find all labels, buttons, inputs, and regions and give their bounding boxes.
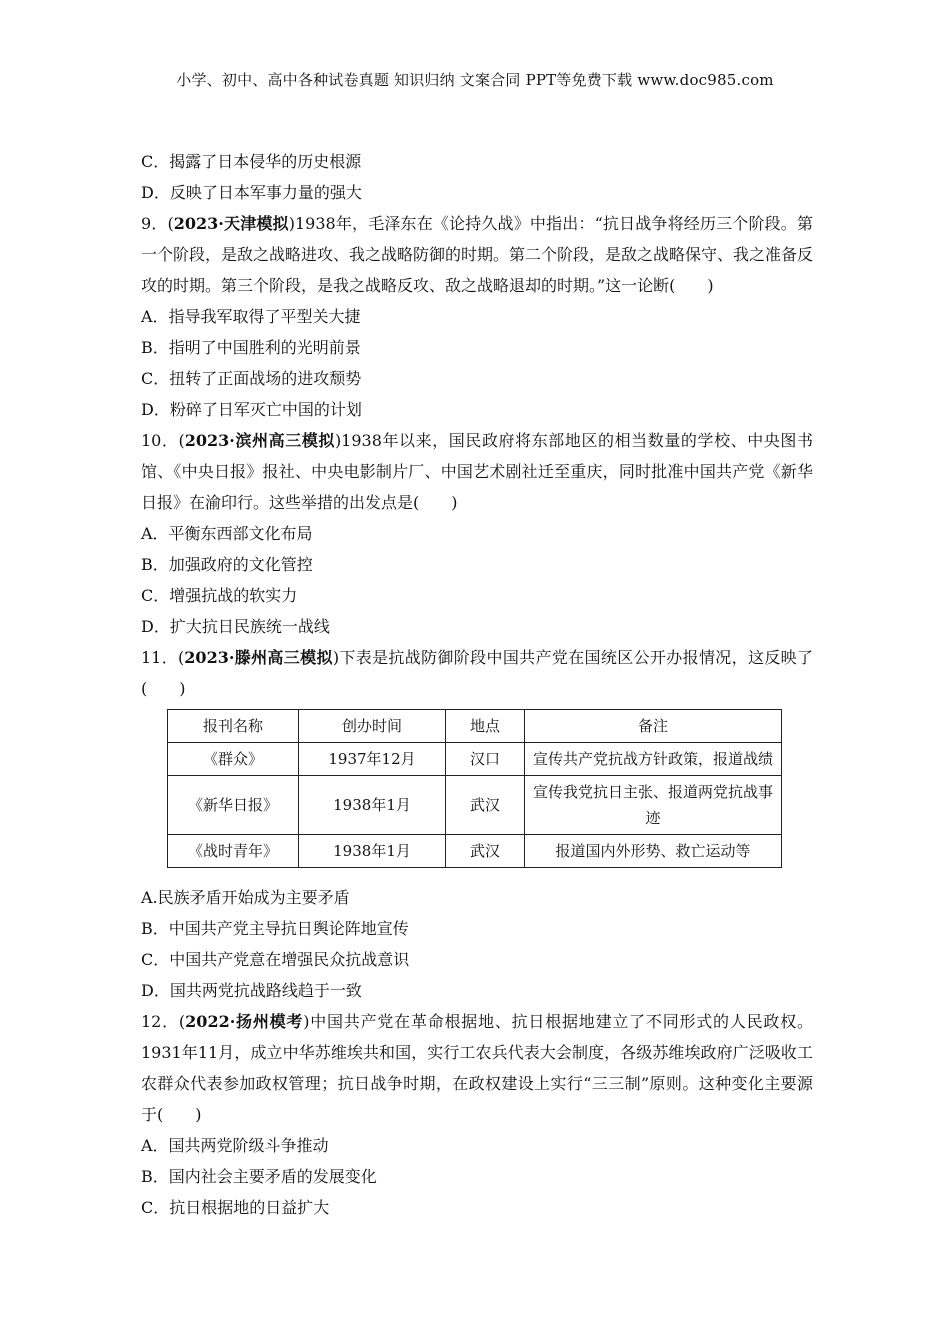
q12-option-b: B．国内社会主要矛盾的发展变化: [141, 1167, 377, 1186]
table-row: [168, 835, 782, 868]
q8-option-c: C．揭露了日本侵华的历史根源: [141, 152, 362, 171]
table-cell: 1938年1月: [299, 776, 446, 835]
table-cell: 汉口: [446, 743, 525, 776]
q10-number: 10．(: [141, 431, 185, 450]
q10-source: 2023·滨州高三模拟: [184, 431, 335, 450]
table-row: [168, 743, 782, 776]
q9-option-a: A．指导我军取得了平型关大捷: [141, 307, 361, 326]
table-cell: 《战时青年》: [168, 835, 299, 868]
q12-source: 2022·扬州模考: [185, 1012, 304, 1031]
q11-option-c: C．中国共产党意在增强民众抗战意识: [141, 950, 410, 969]
table-cell: 武汉: [446, 835, 525, 868]
page-header: 小学、初中、高中各种试卷真题 知识归纳 文案合同 PPT等免费下载 www.doc985.com: [176, 71, 774, 89]
exam-content: [141, 146, 813, 1223]
q11-option-b: B．中国共产党主导抗日舆论阵地宣传: [141, 919, 409, 938]
q11-number: 11．(: [141, 648, 185, 667]
table-cell: 宣传我党抗日主张、报道两党抗战事迹: [525, 776, 782, 835]
table-cell: 《群众》: [168, 743, 299, 776]
table-header-cell: 地点: [446, 710, 525, 743]
table-cell: 1938年1月: [299, 835, 446, 868]
q12-option-a: A．国共两党阶级斗争推动: [141, 1136, 329, 1155]
question-9: [141, 208, 813, 301]
q10-option-b: B．加强政府的文化管控: [141, 555, 313, 574]
table-header-row: [168, 710, 782, 743]
q9-option-b: B．指明了中国胜利的光明前景: [141, 338, 361, 357]
q11-option-a: A.民族矛盾开始成为主要矛盾: [141, 888, 350, 907]
table-header-cell: 创办时间: [299, 710, 446, 743]
table-cell: 报道国内外形势、救亡运动等: [525, 835, 782, 868]
question-10: [141, 425, 813, 518]
q11-stem: )下表是抗战防御阶段中国共产党在国统区公开办报情况，这反映了( ): [141, 648, 814, 698]
q10-stem: )1938年以来，国民政府将东部地区的相当数量的学校、中央图书馆、《中央日报》报社、中央电影制片厂、中国艺术剧社迁至重庆，同时批准中国共产党《新华日报》在渝印行。这些举措的出发点是( ): [141, 431, 813, 512]
q12-option-c: C．抗日根据地的日益扩大: [141, 1198, 330, 1217]
table-header-cell: 报刊名称: [168, 710, 299, 743]
q10-option-d: D．扩大抗日民族统一战线: [141, 617, 330, 636]
question-12: [141, 1006, 813, 1130]
table-cell: 1937年12月: [299, 743, 446, 776]
newspaper-table: [167, 709, 782, 868]
table-header-cell: 备注: [525, 710, 782, 743]
q8-option-d: D．反映了日本军事力量的强大: [141, 183, 362, 202]
table-cell: 《新华日报》: [168, 776, 299, 835]
q12-number: 12．(: [141, 1012, 186, 1031]
q9-stem: )1938年，毛泽东在《论持久战》中指出：“抗日战争将经历三个阶段。第一个阶段，是敌之战略进攻、我之战略防御的时期。第二个阶段，是敌之战略保守、我之准备反攻的时期。第三个阶段，是我之战略反攻、敌之战略退却的时期。”这一论断( ): [141, 214, 814, 295]
table-cell: 武汉: [446, 776, 525, 835]
q9-option-d: D．粉碎了日军灭亡中国的计划: [141, 400, 362, 419]
table-row: [168, 776, 782, 835]
q10-option-a: A．平衡东西部文化布局: [141, 524, 313, 543]
q11-source: 2023·滕州高三模拟: [184, 648, 333, 667]
q9-number: 9．(: [141, 214, 174, 233]
q12-stem: )中国共产党在革命根据地、抗日根据地建立了不同形式的人民政权。1931年11月，成立中华苏维埃共和国，实行工农兵代表大会制度，各级苏维埃政府广泛吸收工农群众代表参加政权管理；抗日战争时期，在政权建设上实行“三三制”原则。这种变化主要源于( ): [141, 1012, 813, 1124]
q10-option-c: C．增强抗战的软实力: [141, 586, 298, 605]
table-cell: 宣传共产党抗战方针政策，报道战绩: [525, 743, 782, 776]
q11-option-d: D．国共两党抗战路线趋于一致: [141, 981, 362, 1000]
q9-source: 2023·天津模拟: [173, 214, 289, 233]
question-11: [141, 642, 813, 704]
q9-option-c: C．扭转了正面战场的进攻颓势: [141, 369, 362, 388]
